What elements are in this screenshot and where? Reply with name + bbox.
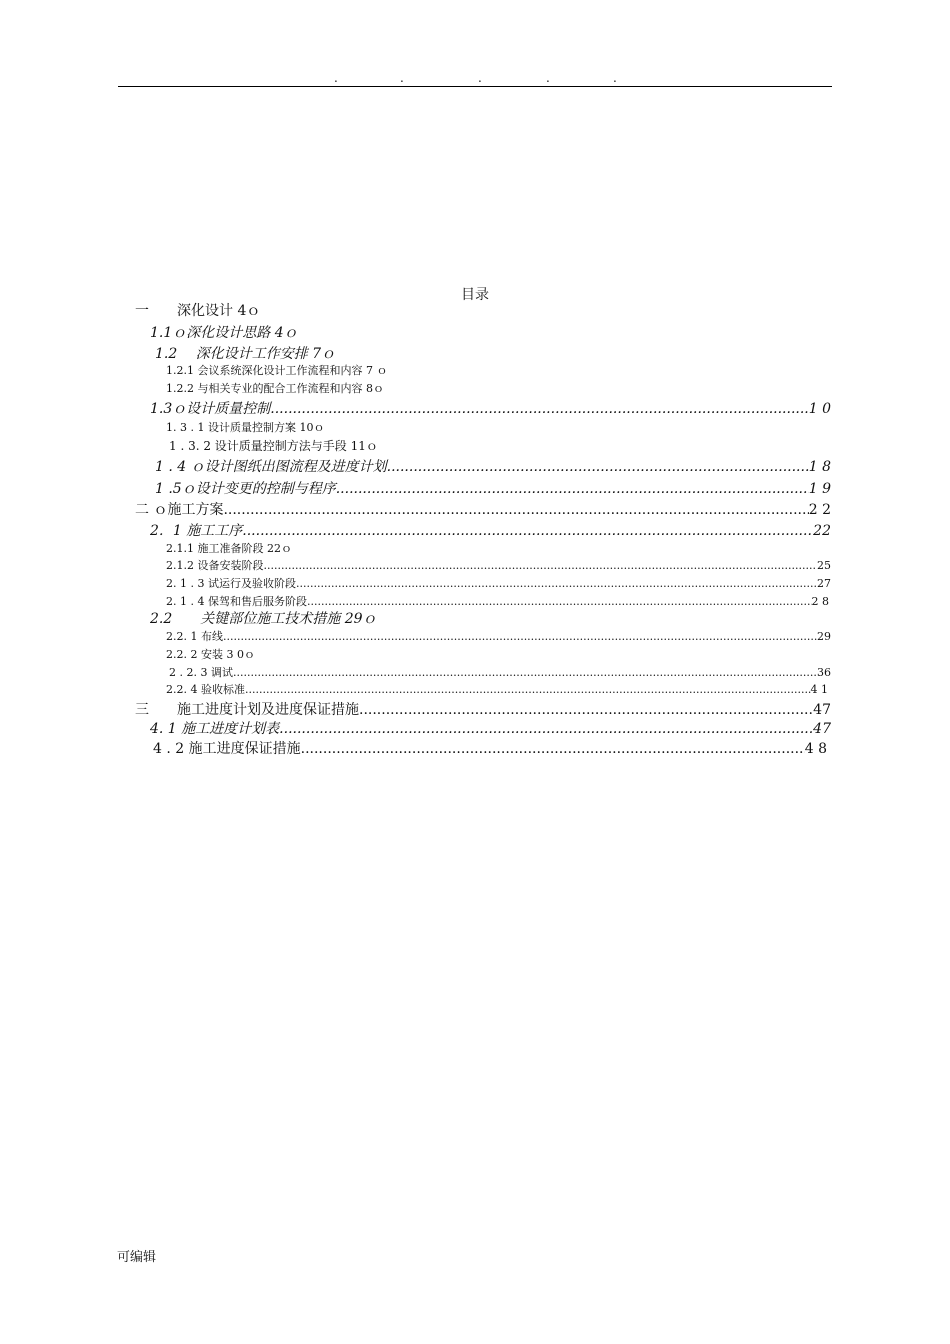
toc-entry-label: 三 施工进度计划及进度保证措施 <box>135 702 359 718</box>
toc-entry-label: 2.1.1 施工准备阶段 22ｏ <box>166 542 292 555</box>
toc-entry-label: 1 . 4 ｏ设计图纸出图流程及进度计划 <box>155 459 387 475</box>
toc-entry-label: 2.2. 1 布线 <box>166 630 223 643</box>
toc-leader <box>359 701 813 719</box>
toc-entry[interactable] <box>166 576 831 591</box>
toc-page-number: 47 <box>813 721 831 737</box>
header-dot: . <box>546 71 550 85</box>
toc-page-number: 29 <box>817 630 831 643</box>
toc-page-number: 1 0 <box>808 401 831 417</box>
toc-entry-label: 1 .5ｏ设计变更的控制与程序 <box>155 481 336 497</box>
toc-leader <box>223 501 808 519</box>
toc-entry[interactable] <box>166 647 255 662</box>
toc-entry-label: 2.1.2 设备安装阶段 <box>166 559 264 572</box>
toc-entry[interactable] <box>166 541 292 556</box>
toc-title: 目录 <box>461 287 489 303</box>
toc-entry-label: 4. 1 施工进度计划表 <box>150 721 280 737</box>
toc-entry-label: 1. 3 . 1 设计质量控制方案 10ｏ <box>166 421 325 434</box>
toc-leader <box>336 480 809 498</box>
toc-page-number: 47 <box>813 702 831 718</box>
toc-page-number: 22 <box>813 523 831 539</box>
toc-entry[interactable] <box>166 381 384 396</box>
toc-page-number: 2 2 <box>808 502 831 518</box>
toc-entry-label: 2. 1 . 3 试运行及验收阶段 <box>166 577 296 590</box>
header-dot: . <box>613 71 617 85</box>
header-dot: . <box>400 71 404 85</box>
toc-page-number: 1 9 <box>808 481 831 497</box>
toc-entry[interactable] <box>153 740 827 758</box>
toc-leader <box>264 558 818 573</box>
toc-entry-label: 2.2. 2 安装 3 0ｏ <box>166 648 255 661</box>
toc-entry-label: 1.2.2 与相关专业的配合工作流程和内容 8ｏ <box>166 382 384 395</box>
toc-leader <box>307 594 812 609</box>
toc-entry[interactable] <box>169 665 831 680</box>
toc-entry-label: 二 ｏ施工方案 <box>135 502 224 518</box>
toc-entry-label: 2 . 2. 3 调试 <box>169 666 233 679</box>
toc-entry-label: 1 . 3. 2 设计质量控制方法与手段 11ｏ <box>169 439 378 453</box>
toc-leader <box>387 458 809 476</box>
header-rule <box>118 86 832 87</box>
toc-entry-label: 2. 1 . 4 保驾和售后服务阶段 <box>166 595 307 608</box>
toc-leader <box>270 400 808 418</box>
toc-leader <box>301 740 805 758</box>
toc-entry[interactable] <box>135 501 831 519</box>
toc-entry[interactable] <box>155 345 335 363</box>
toc-page-number: 4 8 <box>804 741 827 757</box>
toc-page-number: 25 <box>817 559 831 572</box>
toc-page-number: 27 <box>817 577 831 590</box>
toc-entry-label: 1.2.1 会议系统深化设计工作流程和内容 7 ｏ <box>166 364 388 377</box>
toc-page-number: 1 8 <box>808 459 831 475</box>
toc-leader <box>296 576 817 591</box>
toc-entry-label: 一 深化设计 4ｏ <box>135 303 261 319</box>
toc-entry[interactable] <box>150 400 831 418</box>
toc-entry[interactable] <box>166 682 828 697</box>
toc-entry-label: 2．1 施工工序 <box>150 523 243 539</box>
toc-entry[interactable] <box>150 522 831 540</box>
footer-note: 可编辑 <box>117 1250 157 1265</box>
toc-entry[interactable] <box>166 558 831 573</box>
toc-entry-label: 1.2 深化设计工作安排 7ｏ <box>155 346 336 362</box>
toc-entry-label: 2.2 关键部位施工技术措施 29ｏ <box>150 611 377 627</box>
toc-entry[interactable] <box>135 302 260 320</box>
toc-entry[interactable] <box>166 629 831 644</box>
toc-entry[interactable] <box>155 480 831 498</box>
header-dot: . <box>334 71 338 85</box>
toc-entry[interactable] <box>166 594 829 609</box>
toc-entry-label: 2.2. 4 验收标准 <box>166 683 245 696</box>
toc-leader <box>242 522 813 540</box>
toc-entry[interactable] <box>150 720 831 738</box>
toc-entry[interactable] <box>155 458 831 476</box>
header-dot: . <box>478 71 482 85</box>
toc-leader <box>223 629 817 644</box>
toc-entry-label: 1.1ｏ深化设计思路 4ｏ <box>150 325 298 341</box>
toc-page-number: 36 <box>817 666 831 679</box>
toc-leader <box>245 682 811 697</box>
toc-entry[interactable] <box>150 324 298 342</box>
toc-page-number: 2 8 <box>811 595 829 608</box>
toc-entry[interactable] <box>166 420 324 435</box>
toc-entry[interactable] <box>169 438 378 454</box>
toc-entry[interactable] <box>150 610 377 628</box>
toc-entry[interactable] <box>166 363 387 378</box>
toc-leader <box>279 720 813 738</box>
toc-entry-label: 1.3ｏ设计质量控制 <box>150 401 271 417</box>
toc-page-number: 4 1 <box>810 683 828 696</box>
toc-leader <box>233 665 817 680</box>
toc-entry-label: 4 . 2 施工进度保证措施 <box>153 741 301 757</box>
toc-entry[interactable] <box>135 701 831 719</box>
